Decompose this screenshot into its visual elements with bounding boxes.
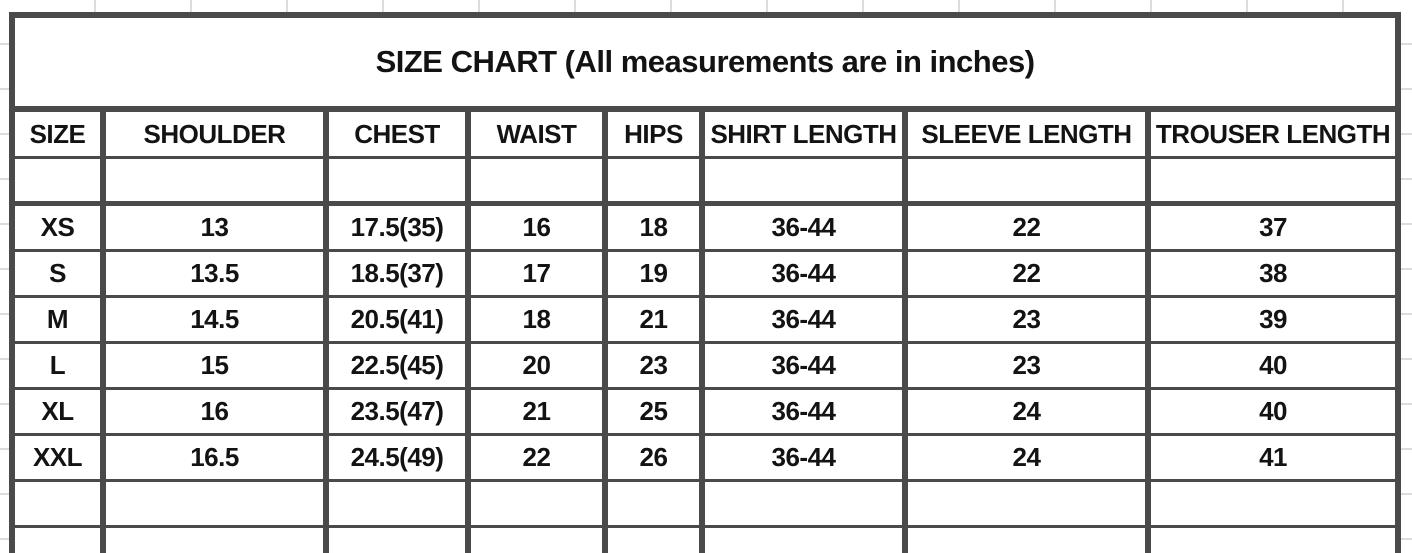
column-header-size: SIZE bbox=[12, 109, 103, 158]
header-row bbox=[12, 109, 1398, 158]
empty-cell bbox=[12, 527, 103, 553]
table-cell: 14.5 bbox=[103, 297, 326, 343]
title-row bbox=[12, 15, 1398, 109]
table-cell: 26 bbox=[605, 435, 702, 481]
table-cell: 18 bbox=[468, 297, 605, 343]
table-cell: 41 bbox=[1148, 435, 1398, 481]
size-chart-table bbox=[9, 12, 1401, 553]
table-cell: 21 bbox=[605, 297, 702, 343]
table-cell: 36-44 bbox=[702, 389, 905, 435]
table-cell: 24.5(49) bbox=[326, 435, 468, 481]
table-cell: 22 bbox=[468, 435, 605, 481]
empty-cell bbox=[605, 481, 702, 527]
table-cell: 13 bbox=[103, 204, 326, 251]
table-row-xl bbox=[12, 389, 1398, 435]
table-cell: 36-44 bbox=[702, 343, 905, 389]
table-cell: 13.5 bbox=[103, 251, 326, 297]
table-cell: 17.5(35) bbox=[326, 204, 468, 251]
column-header-chest: CHEST bbox=[326, 109, 468, 158]
table-row-xs bbox=[12, 204, 1398, 251]
empty-cell bbox=[103, 158, 326, 204]
table-cell: 36-44 bbox=[702, 204, 905, 251]
empty-cell bbox=[905, 481, 1148, 527]
table-cell: 38 bbox=[1148, 251, 1398, 297]
empty-cell bbox=[12, 158, 103, 204]
empty-cell bbox=[1148, 158, 1398, 204]
chart-title: SIZE CHART (All measurements are in inches) bbox=[12, 15, 1398, 109]
table-cell: 39 bbox=[1148, 297, 1398, 343]
empty-cell bbox=[103, 527, 326, 553]
table-cell: 18 bbox=[605, 204, 702, 251]
empty-row bbox=[12, 527, 1398, 553]
size-label-cell: XL bbox=[12, 389, 103, 435]
table-cell: 40 bbox=[1148, 389, 1398, 435]
table-cell: 37 bbox=[1148, 204, 1398, 251]
spacer-row bbox=[12, 158, 1398, 204]
empty-cell bbox=[1148, 527, 1398, 553]
table-cell: 22.5(45) bbox=[326, 343, 468, 389]
empty-cell bbox=[702, 158, 905, 204]
column-header-trouser-length: TROUSER LENGTH bbox=[1148, 109, 1398, 158]
empty-cell bbox=[702, 527, 905, 553]
table-cell: 36-44 bbox=[702, 435, 905, 481]
table-cell: 23 bbox=[905, 343, 1148, 389]
empty-cell bbox=[468, 527, 605, 553]
empty-cell bbox=[468, 158, 605, 204]
table-cell: 20 bbox=[468, 343, 605, 389]
table-cell: 24 bbox=[905, 389, 1148, 435]
table-row-m bbox=[12, 297, 1398, 343]
empty-cell bbox=[905, 527, 1148, 553]
column-header-hips: HIPS bbox=[605, 109, 702, 158]
empty-cell bbox=[326, 527, 468, 553]
size-label-cell: XXL bbox=[12, 435, 103, 481]
table-cell: 36-44 bbox=[702, 251, 905, 297]
column-header-waist: WAIST bbox=[468, 109, 605, 158]
column-header-sleeve-length: SLEEVE LENGTH bbox=[905, 109, 1148, 158]
empty-cell bbox=[326, 158, 468, 204]
table-cell: 23 bbox=[905, 297, 1148, 343]
empty-cell bbox=[12, 481, 103, 527]
empty-cell bbox=[905, 158, 1148, 204]
table-row-l bbox=[12, 343, 1398, 389]
empty-cell bbox=[702, 481, 905, 527]
table-cell: 18.5(37) bbox=[326, 251, 468, 297]
empty-cell bbox=[103, 481, 326, 527]
table-cell: 36-44 bbox=[702, 297, 905, 343]
empty-cell bbox=[605, 158, 702, 204]
column-header-shirt-length: SHIRT LENGTH bbox=[702, 109, 905, 158]
table-cell: 17 bbox=[468, 251, 605, 297]
empty-cell bbox=[326, 481, 468, 527]
empty-cell bbox=[605, 527, 702, 553]
table-cell: 22 bbox=[905, 204, 1148, 251]
table-row-s bbox=[12, 251, 1398, 297]
table-cell: 24 bbox=[905, 435, 1148, 481]
table-row-xxl bbox=[12, 435, 1398, 481]
table-cell: 21 bbox=[468, 389, 605, 435]
column-header-shoulder: SHOULDER bbox=[103, 109, 326, 158]
table-cell: 19 bbox=[605, 251, 702, 297]
table-cell: 22 bbox=[905, 251, 1148, 297]
empty-row bbox=[12, 481, 1398, 527]
table-cell: 23 bbox=[605, 343, 702, 389]
size-label-cell: XS bbox=[12, 204, 103, 251]
empty-cell bbox=[1148, 481, 1398, 527]
size-label-cell: L bbox=[12, 343, 103, 389]
table-cell: 20.5(41) bbox=[326, 297, 468, 343]
table-cell: 25 bbox=[605, 389, 702, 435]
table-cell: 23.5(47) bbox=[326, 389, 468, 435]
empty-cell bbox=[468, 481, 605, 527]
table-cell: 16 bbox=[468, 204, 605, 251]
table-cell: 16 bbox=[103, 389, 326, 435]
size-label-cell: S bbox=[12, 251, 103, 297]
table-cell: 40 bbox=[1148, 343, 1398, 389]
table-cell: 15 bbox=[103, 343, 326, 389]
size-label-cell: M bbox=[12, 297, 103, 343]
table-cell: 16.5 bbox=[103, 435, 326, 481]
